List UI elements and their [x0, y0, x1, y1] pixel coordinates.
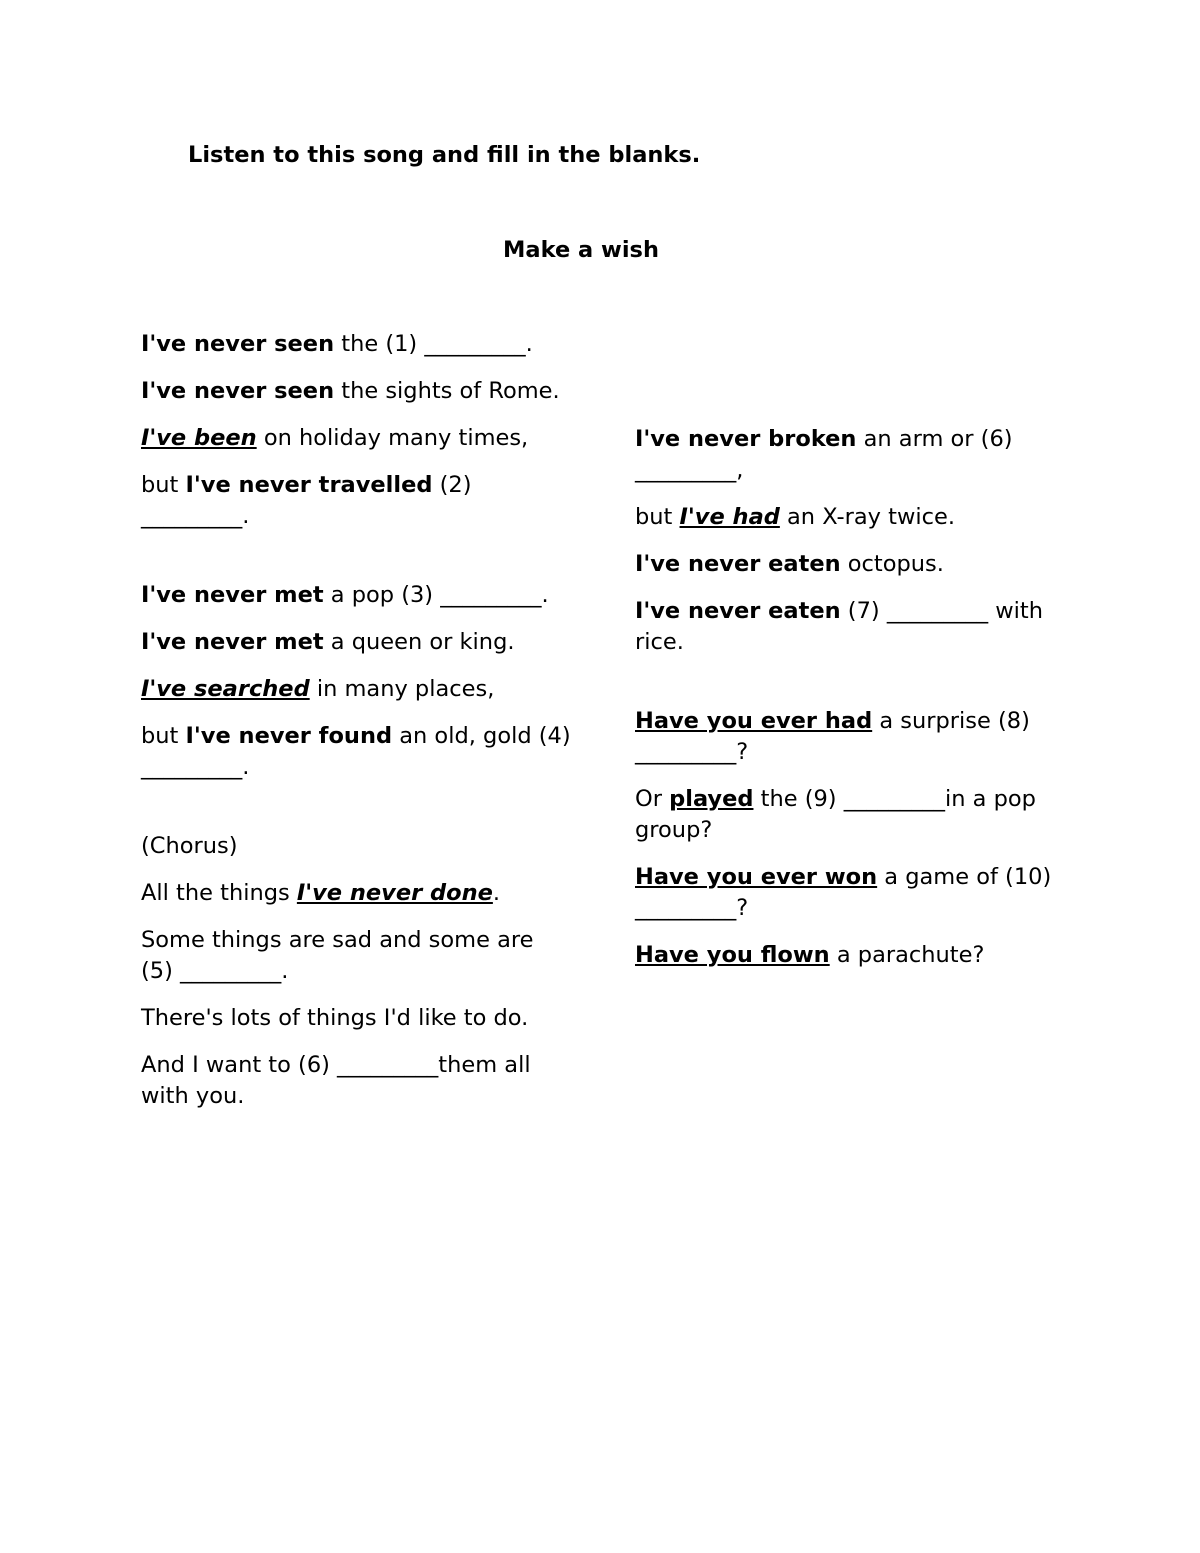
lyric-text: a game of (10) _________?: [635, 864, 1052, 921]
lyric-line: [141, 1050, 571, 1112]
lyric-line: [141, 423, 571, 454]
emphasized-phrase: I've never broken: [635, 426, 857, 452]
lyric-line: [141, 376, 571, 407]
lyric-line: [635, 596, 1065, 658]
lyric-text: All the things: [141, 880, 297, 906]
lyric-line: [635, 862, 1065, 924]
lyric-text: And I want to (6) _________them all with you.: [141, 1052, 531, 1109]
lyric-line: [635, 549, 1065, 580]
lyric-text: .: [492, 880, 501, 906]
lyric-text: a parachute?: [829, 942, 985, 968]
lyric-text: an X-ray twice.: [779, 504, 955, 530]
lyric-line: [635, 706, 1065, 768]
lyric-line: [141, 925, 571, 987]
lyric-text: an arm or (6) _________,: [635, 426, 1013, 483]
emphasized-phrase: I've never found: [185, 723, 393, 749]
emphasized-phrase: I've searched: [141, 676, 310, 702]
lyric-text: but: [141, 472, 186, 498]
emphasized-phrase: I've never travelled: [185, 472, 433, 498]
emphasized-phrase: Have you flown: [635, 942, 830, 968]
emphasized-phrase: Have you ever had: [635, 708, 873, 734]
lyric-line: [635, 784, 1065, 846]
emphasized-phrase: Have you ever won: [635, 864, 878, 890]
lyric-text: the (9) _________in a pop group?: [635, 786, 1036, 843]
emphasized-phrase: I've never eaten: [635, 551, 841, 577]
emphasized-phrase: I've never seen: [141, 331, 335, 357]
lyric-text: octopus.: [840, 551, 944, 577]
lyric-text: but: [141, 723, 186, 749]
lyric-line: [141, 721, 571, 783]
lyric-line: [141, 1003, 571, 1034]
lyric-line: [141, 831, 571, 862]
emphasized-phrase: I've been: [141, 425, 257, 451]
lyric-line: [141, 470, 571, 532]
lyric-text: (Chorus): [141, 833, 238, 859]
emphasized-phrase: I've never met: [141, 582, 324, 608]
lyric-line: [141, 674, 571, 705]
song-title: Make a wish: [503, 237, 659, 263]
lyrics-left-column: [141, 329, 571, 1128]
lyric-text: a surprise (8) _________?: [635, 708, 1030, 765]
lyrics-right-column: [635, 424, 1065, 987]
lyric-text: a queen or king.: [323, 629, 515, 655]
lyric-text: the (1) _________.: [334, 331, 533, 357]
lyric-text: the sights of Rome.: [334, 378, 560, 404]
lyric-line: [635, 502, 1065, 533]
lyric-text: Some things are sad and some are (5) _________.: [141, 927, 534, 984]
emphasized-phrase: I've had: [679, 504, 780, 530]
lyric-line: [635, 424, 1065, 486]
lyric-line: [141, 627, 571, 658]
emphasized-phrase: I've never done: [296, 880, 493, 906]
lyric-text: on holiday many times,: [256, 425, 529, 451]
emphasized-phrase: I've never eaten: [635, 598, 841, 624]
lyric-text: There's lots of things I'd like to do.: [141, 1005, 529, 1031]
instruction-heading: Listen to this song and fill in the blanks.: [188, 142, 701, 168]
lyric-text: (7) _________ with rice.: [635, 598, 1043, 655]
lyric-line: [141, 580, 571, 611]
lyric-text: an old, gold (4) _________.: [141, 723, 571, 780]
emphasized-phrase: I've never met: [141, 629, 324, 655]
lyric-text: a pop (3) _________.: [323, 582, 549, 608]
lyric-text: Or: [635, 786, 670, 812]
lyric-line: [141, 878, 571, 909]
emphasized-phrase: I've never seen: [141, 378, 335, 404]
lyric-line: [635, 940, 1065, 971]
lyric-text: in many places,: [309, 676, 495, 702]
lyric-line: [141, 329, 571, 360]
lyric-text: (2) _________.: [141, 472, 472, 529]
emphasized-phrase: played: [669, 786, 754, 812]
lyric-text: but: [635, 504, 680, 530]
